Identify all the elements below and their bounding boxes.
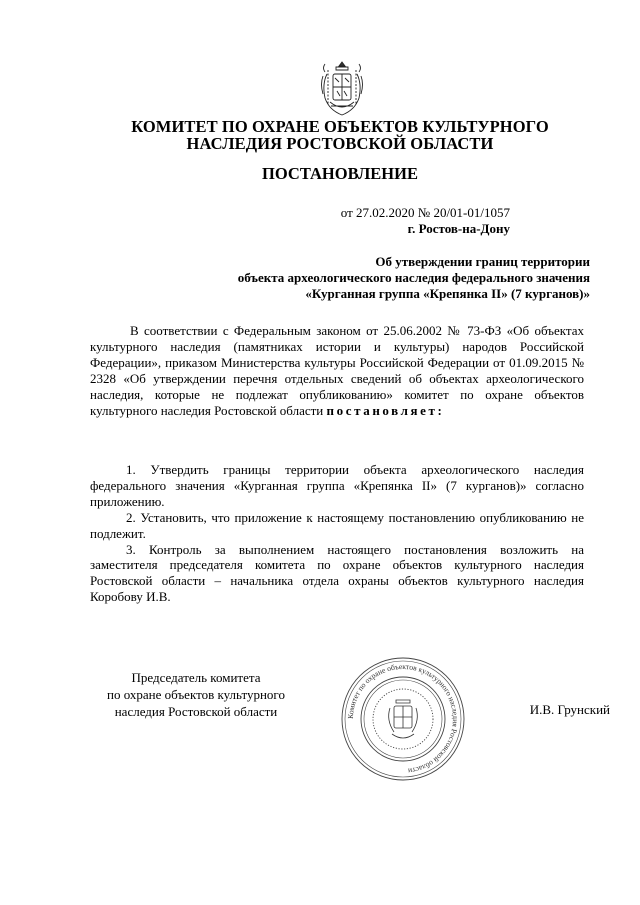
decree-item-1: 1. Утвердить границы территории объекта археологического наследия федерального значения «Курганная группа «Крепянка II» (7 курганов)» согласно приложению. — [90, 462, 584, 509]
signer-title — [86, 669, 306, 720]
preamble-text: В соответствии с Федеральным законом от 25.06.2002 № 73-ФЗ «Об объектах культурного наследия (памятниках истории и культуры) народов Российской Федерации», приказом Министерства культуры Российской Федерации от 01.09.2015 № 2328 «Об утверждении перечня отдельных сведений об объектах археологического наследия, которые не подлежат опубликованию» комитет по охране объектов культурного наследия Ростовской области — [90, 323, 584, 418]
seal-emblem-icon — [389, 700, 418, 738]
document-type: ПОСТАНОВЛЕНИЕ — [262, 164, 418, 183]
organization-name — [110, 118, 570, 152]
subject-line-1: Об утверждении границ территории — [375, 254, 590, 269]
official-seal-stamp — [340, 656, 466, 782]
org-line-2: НАСЛЕДИЯ РОСТОВСКОЙ ОБЛАСТИ — [186, 134, 494, 153]
decree-item-3: 3. Контроль за выполнением настоящего постановления возложить на заместителя председателя комитета по охране объектов культурного наследия Ростовской области – начальника отдела охраны объектов культурного наследия Коробову И.В. — [90, 541, 584, 605]
signer-title-line-3: наследия Ростовской области — [114, 704, 278, 719]
signer-title-line-2: по охране объектов культурного — [107, 687, 285, 702]
signer-title-line-1: Председатель комитета — [131, 670, 261, 685]
org-line-1: КОМИТЕТ ПО ОХРАНЕ ОБЪЕКТОВ КУЛЬТУРНОГО — [131, 117, 549, 136]
subject-line-3: «Курганная группа «Крепянка II» (7 курганов)» — [305, 285, 590, 301]
document-date-number: от 27.02.2020 № 20/01-01/1057 — [340, 205, 510, 220]
coat-of-arms-icon — [319, 58, 365, 118]
decree-word: постановляет: — [326, 402, 445, 418]
subject-line-2: объекта археологического наследия федерального значения — [237, 269, 590, 285]
preamble-paragraph — [90, 323, 584, 418]
decree-item-2: 2. Установить, что приложение к настоящему постановлению опубликованию не подлежит. — [90, 509, 584, 541]
decree-items — [90, 462, 584, 605]
preamble — [90, 323, 584, 418]
signer-name: И.В. Грунский — [529, 702, 610, 717]
document-city: г. Ростов-на-Дону — [407, 221, 510, 236]
document-subject — [120, 254, 590, 301]
seal-ring-text: Комитет по охране объектов культурного наследия Ростовской области — [345, 661, 461, 776]
